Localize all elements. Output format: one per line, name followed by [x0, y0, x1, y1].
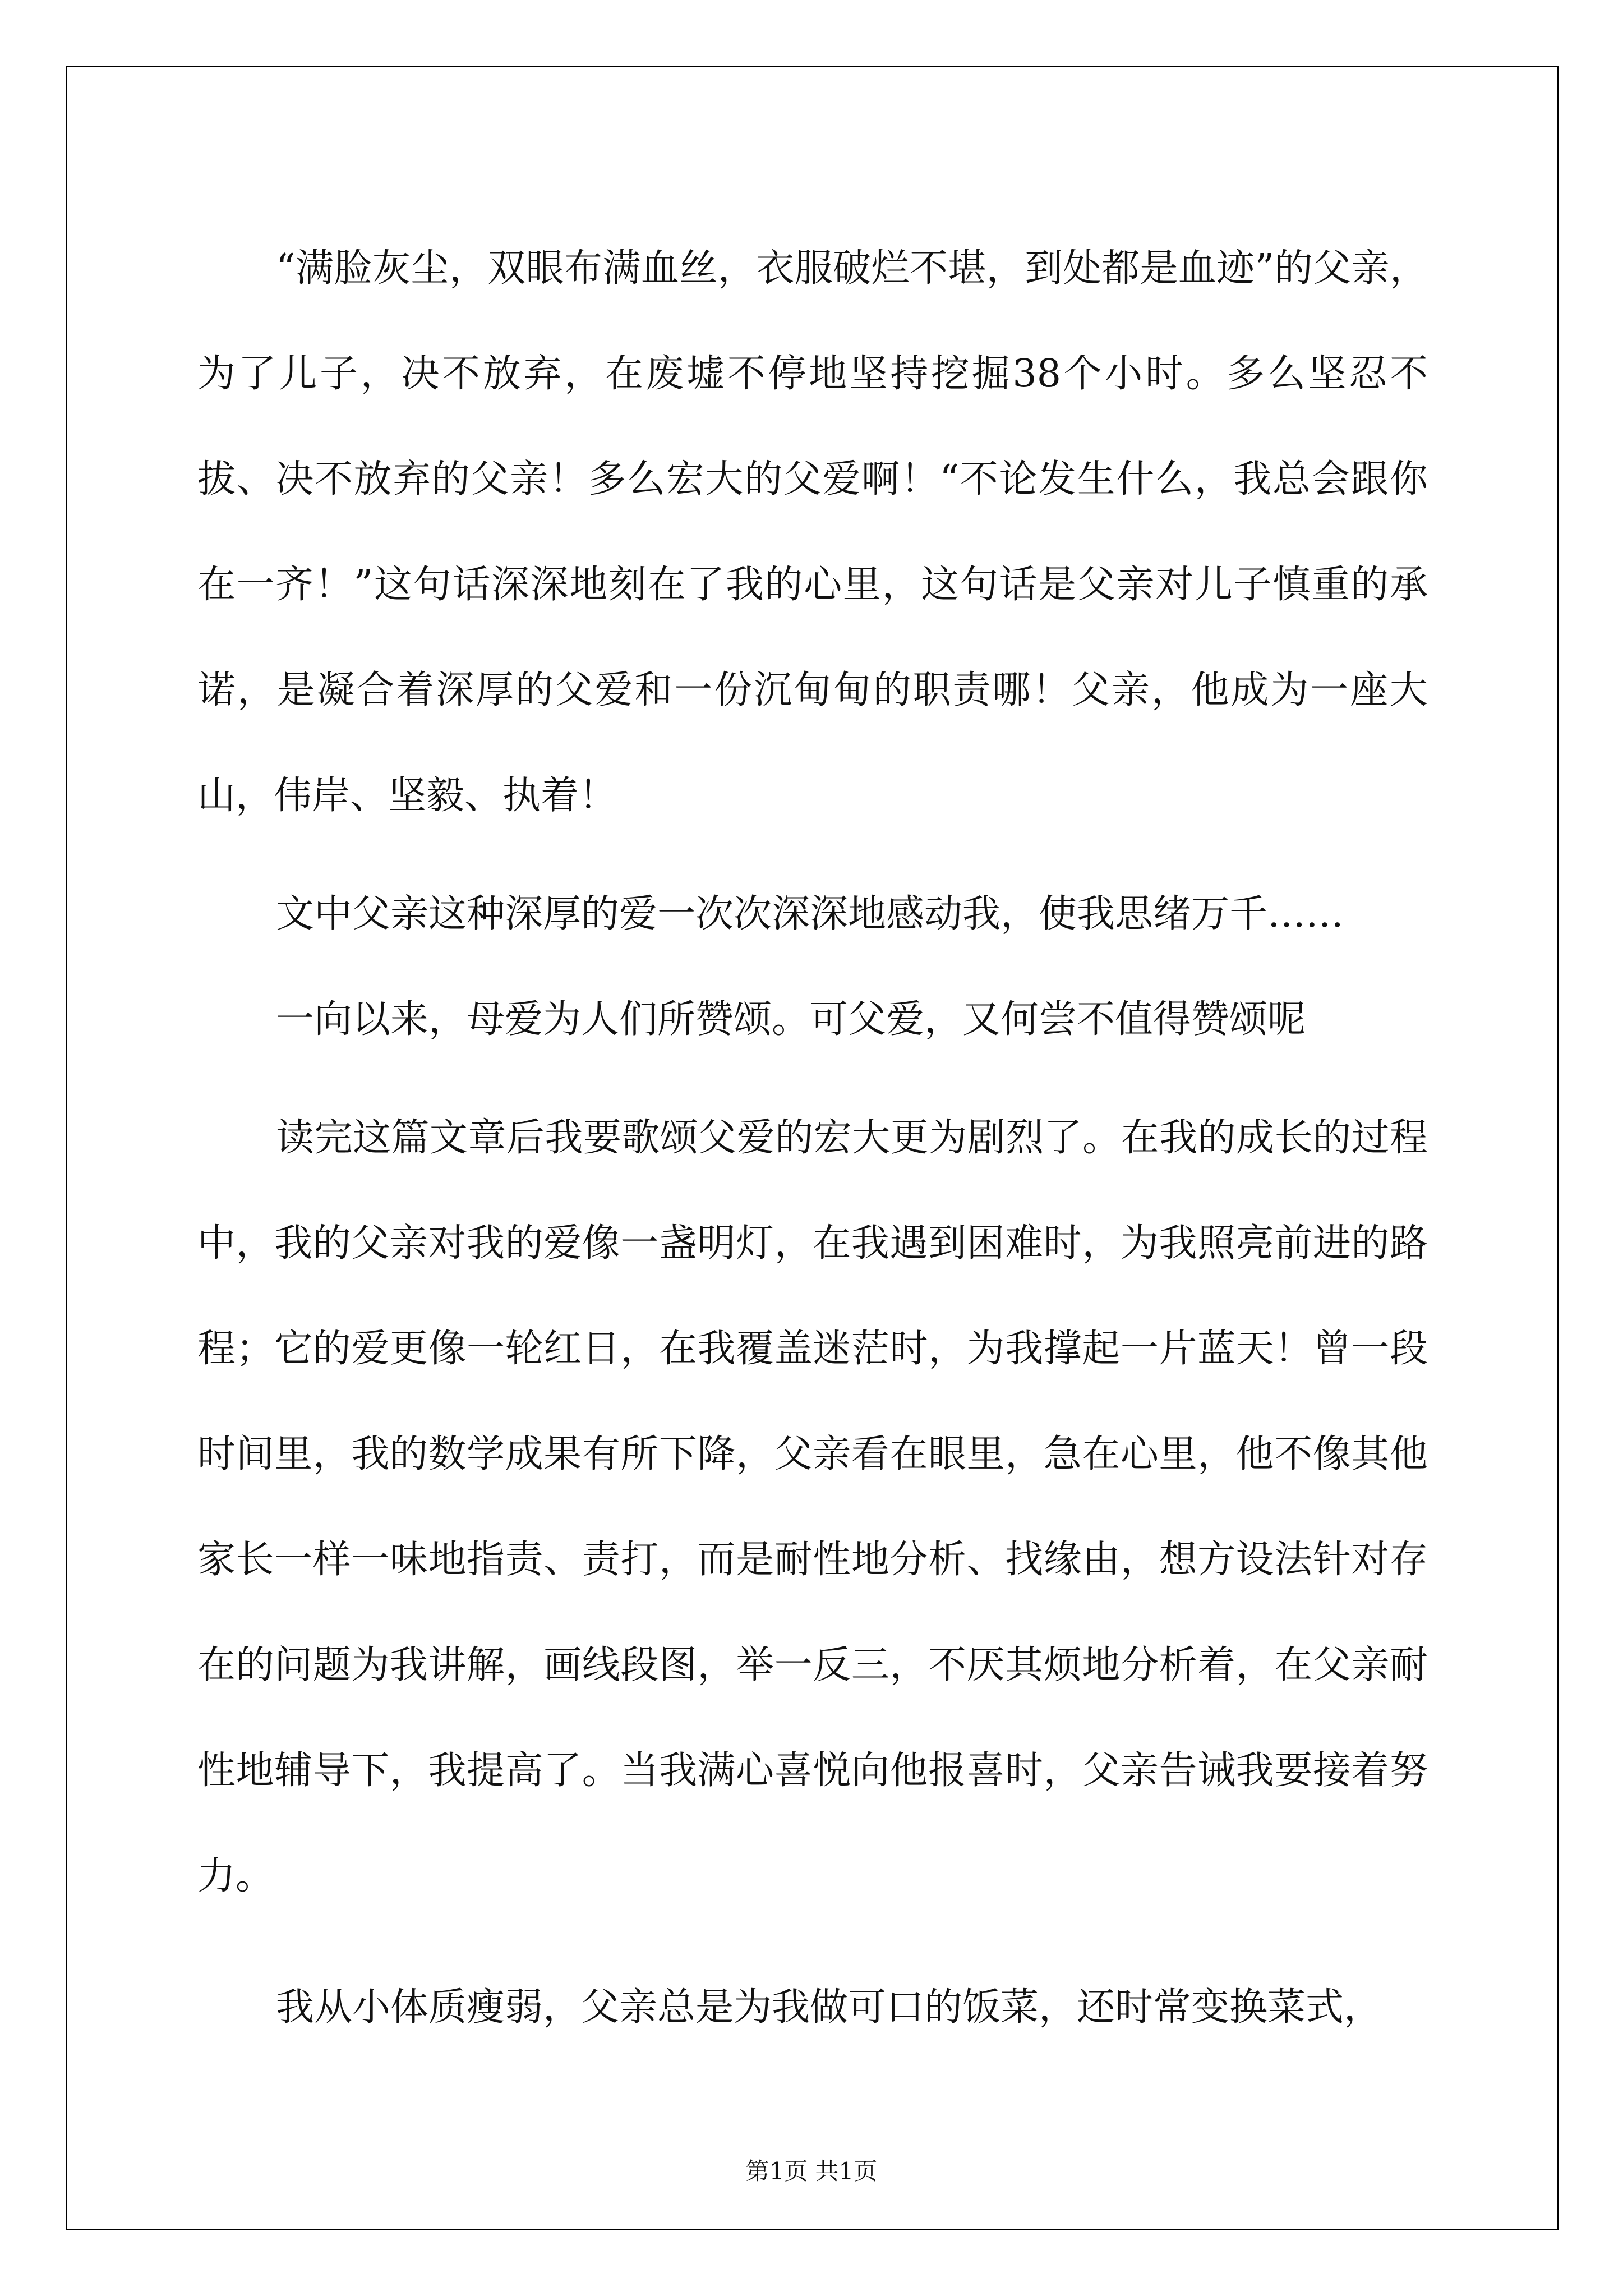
paragraph-3: 一向以来，母爱为人们所赞颂。可父爱，又何尝不值得赞颂呢	[276, 997, 1306, 1042]
paragraph-1: “满脸灰尘，双眼布满血丝，衣服破烂不堪，到处都是血迹”的父亲，为了儿子，决不放弃，在废墟不停地坚持挖掘38个小时。多么坚忍不拔、决不放弃的父亲！多么宏大的父爱啊！“不论发生什么，我总会跟你在一齐！”这句话深深地刻在了我的心里，这句话是父亲对儿子慎重的承诺，是凝合着深厚的父爱和一份沉甸甸的职责哪！父亲，他成为一座大山，伟岸、坚毅、执着！	[197, 246, 1428, 818]
paragraph-4: 读完这篇文章后我要歌颂父爱的宏大更为剧烈了。在我的成长的过程中，我的父亲对我的爱像一盏明灯，在我遇到困难时，为我照亮前进的路程；它的爱更像一轮红日，在我覆盖迷茫时，为我撑起一片蓝天！曾一段时间里，我的数学成果有所下降，父亲看在眼里，急在心里，他不像其他家长一样一味地指责、责打，而是耐性地分析、找缘由，想方设法针对存在的问题为我讲解，画线段图，举一反三，不厌其烦地分析着，在父亲耐性地辅导下，我提高了。当我满心喜悦向他报喜时，父亲告诫我要接着努力。	[197, 1116, 1428, 1898]
paragraph-2: 文中父亲这种深厚的爱一次次深深地感动我，使我思绪万千……	[276, 892, 1344, 936]
document-body	[197, 216, 1428, 2060]
paragraph-5: 我从小体质瘦弱，父亲总是为我做可口的饭菜，还时常变换菜式，	[276, 1985, 1382, 2030]
page-number-footer: 第1页 共1页	[745, 2157, 878, 2185]
